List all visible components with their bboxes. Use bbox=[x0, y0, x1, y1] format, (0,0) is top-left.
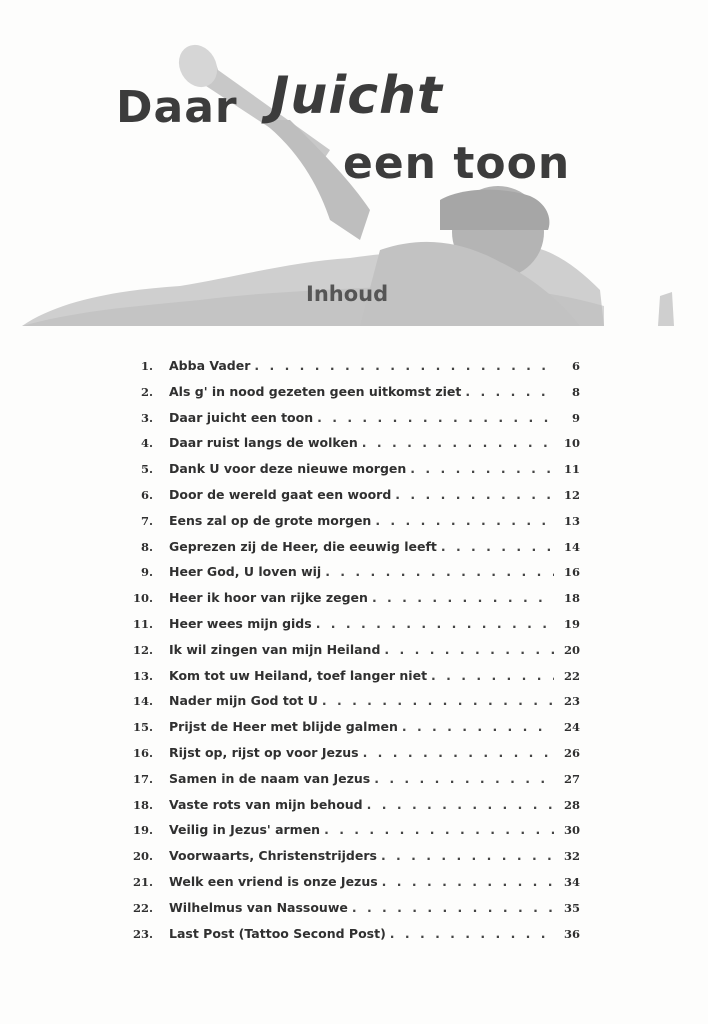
entry-page: 30 bbox=[563, 823, 580, 838]
entry-title: Ik wil zingen van mijn Heiland bbox=[169, 641, 381, 657]
entry-page: 24 bbox=[563, 720, 580, 735]
entry-title: Veilig in Jezus' armen bbox=[169, 822, 321, 838]
entry-page: 18 bbox=[563, 591, 580, 606]
entry-number: 22. bbox=[132, 900, 153, 915]
entry-title: Dank U voor deze nieuwe morgen bbox=[169, 461, 407, 477]
entry-number: 12. bbox=[132, 642, 153, 657]
toc-entry bbox=[100, 822, 580, 848]
toc-entry bbox=[100, 410, 580, 436]
dot-leader bbox=[362, 435, 554, 450]
entry-page: 12 bbox=[563, 487, 580, 502]
entry-number: 14. bbox=[132, 694, 153, 709]
toc-entry bbox=[100, 771, 580, 797]
entry-page: 23 bbox=[563, 694, 580, 709]
table-of-contents bbox=[100, 358, 580, 951]
entry-title: Last Post (Tattoo Second Post) bbox=[169, 925, 386, 941]
entry-title: Geprezen zij de Heer, die eeuwig leeft bbox=[169, 538, 437, 554]
entry-title: Nader mijn God tot U bbox=[169, 693, 318, 709]
title-juicht: Juicht bbox=[270, 66, 443, 126]
entry-number: 11. bbox=[132, 616, 153, 631]
entry-number: 18. bbox=[132, 797, 153, 812]
entry-number: 7. bbox=[140, 513, 153, 528]
dot-leader bbox=[317, 410, 554, 425]
dot-leader bbox=[374, 771, 554, 786]
entry-title: Daar juicht een toon bbox=[169, 409, 314, 425]
dot-leader bbox=[375, 513, 554, 528]
entry-page: 13 bbox=[563, 513, 580, 528]
entry-title: Abba Vader bbox=[169, 358, 251, 373]
toc-entry bbox=[100, 435, 580, 461]
entry-number: 8. bbox=[140, 539, 153, 554]
header-banner bbox=[0, 0, 708, 335]
toc-entry bbox=[100, 513, 580, 539]
toc-entry bbox=[100, 926, 580, 952]
dot-leader bbox=[382, 874, 554, 889]
dot-leader bbox=[254, 358, 554, 373]
dot-leader bbox=[324, 822, 554, 837]
entry-title: Kom tot uw Heiland, toef langer niet bbox=[169, 667, 428, 683]
entry-title: Heer ik hoor van rijke zegen bbox=[169, 590, 368, 606]
entry-page: 26 bbox=[563, 745, 580, 760]
toc-entry bbox=[100, 797, 580, 823]
dot-leader bbox=[352, 900, 554, 915]
dot-leader bbox=[325, 564, 554, 579]
entry-number: 17. bbox=[132, 771, 153, 786]
entry-page: 27 bbox=[563, 771, 580, 786]
entry-title: Heer God, U loven wij bbox=[169, 564, 322, 580]
entry-page: 9 bbox=[571, 410, 580, 425]
entry-page: 22 bbox=[563, 668, 580, 683]
dot-leader bbox=[410, 461, 554, 476]
entry-page: 10 bbox=[563, 436, 580, 451]
entry-page: 11 bbox=[563, 462, 580, 477]
entry-title: Als g' in nood gezeten geen uitkomst ziet bbox=[169, 383, 462, 399]
entry-title: Voorwaarts, Christenstrijders bbox=[169, 848, 377, 864]
entry-number: 20. bbox=[132, 849, 153, 864]
toc-entry bbox=[100, 668, 580, 694]
dot-leader bbox=[465, 384, 554, 399]
entry-page: 32 bbox=[563, 849, 580, 864]
dot-leader bbox=[441, 539, 554, 554]
entry-page: 20 bbox=[563, 642, 580, 657]
entry-number: 5. bbox=[140, 462, 153, 477]
dot-leader bbox=[431, 668, 554, 683]
entry-page: 35 bbox=[563, 900, 580, 915]
dot-leader bbox=[395, 487, 554, 502]
entry-page: 6 bbox=[571, 359, 580, 373]
entry-number: 6. bbox=[140, 487, 153, 502]
entry-title: Welk een vriend is onze Jezus bbox=[169, 873, 378, 889]
entry-number: 9. bbox=[140, 565, 153, 580]
entry-title: Heer wees mijn gids bbox=[169, 615, 312, 631]
entry-title: Rijst op, rijst op voor Jezus bbox=[169, 744, 359, 760]
entry-number: 10. bbox=[132, 591, 153, 606]
toc-entry bbox=[100, 616, 580, 642]
entry-number: 21. bbox=[132, 874, 153, 889]
toc-entry bbox=[100, 693, 580, 719]
entry-number: 3. bbox=[140, 410, 153, 425]
entry-page: 28 bbox=[563, 797, 580, 812]
dot-leader bbox=[367, 797, 554, 812]
dot-leader bbox=[402, 719, 554, 734]
toc-entry bbox=[100, 358, 580, 384]
toc-entry bbox=[100, 874, 580, 900]
entry-number: 2. bbox=[140, 384, 153, 399]
toc-entry bbox=[100, 590, 580, 616]
toc-entry bbox=[100, 487, 580, 513]
entry-title: Daar ruist langs de wolken bbox=[169, 435, 358, 451]
entry-title: Wilhelmus van Nassouwe bbox=[169, 899, 348, 915]
entry-page: 19 bbox=[563, 616, 580, 631]
toc-entry bbox=[100, 564, 580, 590]
entry-page: 36 bbox=[563, 926, 580, 941]
dot-leader bbox=[372, 590, 554, 605]
entry-number: 16. bbox=[132, 745, 153, 760]
entry-page: 16 bbox=[563, 565, 580, 580]
dot-leader bbox=[322, 693, 554, 708]
entry-page: 14 bbox=[563, 539, 580, 554]
entry-page: 8 bbox=[571, 384, 580, 399]
entry-number: 23. bbox=[132, 926, 153, 941]
dot-leader bbox=[363, 745, 554, 760]
toc-entry bbox=[100, 539, 580, 565]
entry-number: 19. bbox=[132, 823, 153, 838]
entry-number: 4. bbox=[140, 436, 153, 451]
entry-number: 1. bbox=[140, 359, 153, 373]
subtitle-inhoud: Inhoud bbox=[306, 282, 389, 306]
entry-title: Vaste rots van mijn behoud bbox=[169, 796, 363, 812]
dot-leader bbox=[390, 926, 554, 941]
toc-entry bbox=[100, 642, 580, 668]
dot-leader bbox=[316, 616, 554, 631]
toc-entry bbox=[100, 461, 580, 487]
entry-page: 34 bbox=[563, 874, 580, 889]
toc-entry bbox=[100, 848, 580, 874]
entry-title: Eens zal op de grote morgen bbox=[169, 512, 372, 528]
entry-number: 15. bbox=[132, 720, 153, 735]
title-een-toon: een toon bbox=[343, 138, 571, 189]
toc-entry bbox=[100, 719, 580, 745]
dot-leader bbox=[384, 642, 554, 657]
entry-title: Samen in de naam van Jezus bbox=[169, 770, 371, 786]
toc-entry bbox=[100, 900, 580, 926]
dot-leader bbox=[381, 848, 554, 863]
entry-title: Door de wereld gaat een woord bbox=[169, 486, 392, 502]
toc-entry bbox=[100, 745, 580, 771]
title-daar: Daar bbox=[116, 82, 238, 133]
toc-entry bbox=[100, 384, 580, 410]
entry-number: 13. bbox=[132, 668, 153, 683]
entry-title: Prijst de Heer met blijde galmen bbox=[169, 719, 398, 735]
